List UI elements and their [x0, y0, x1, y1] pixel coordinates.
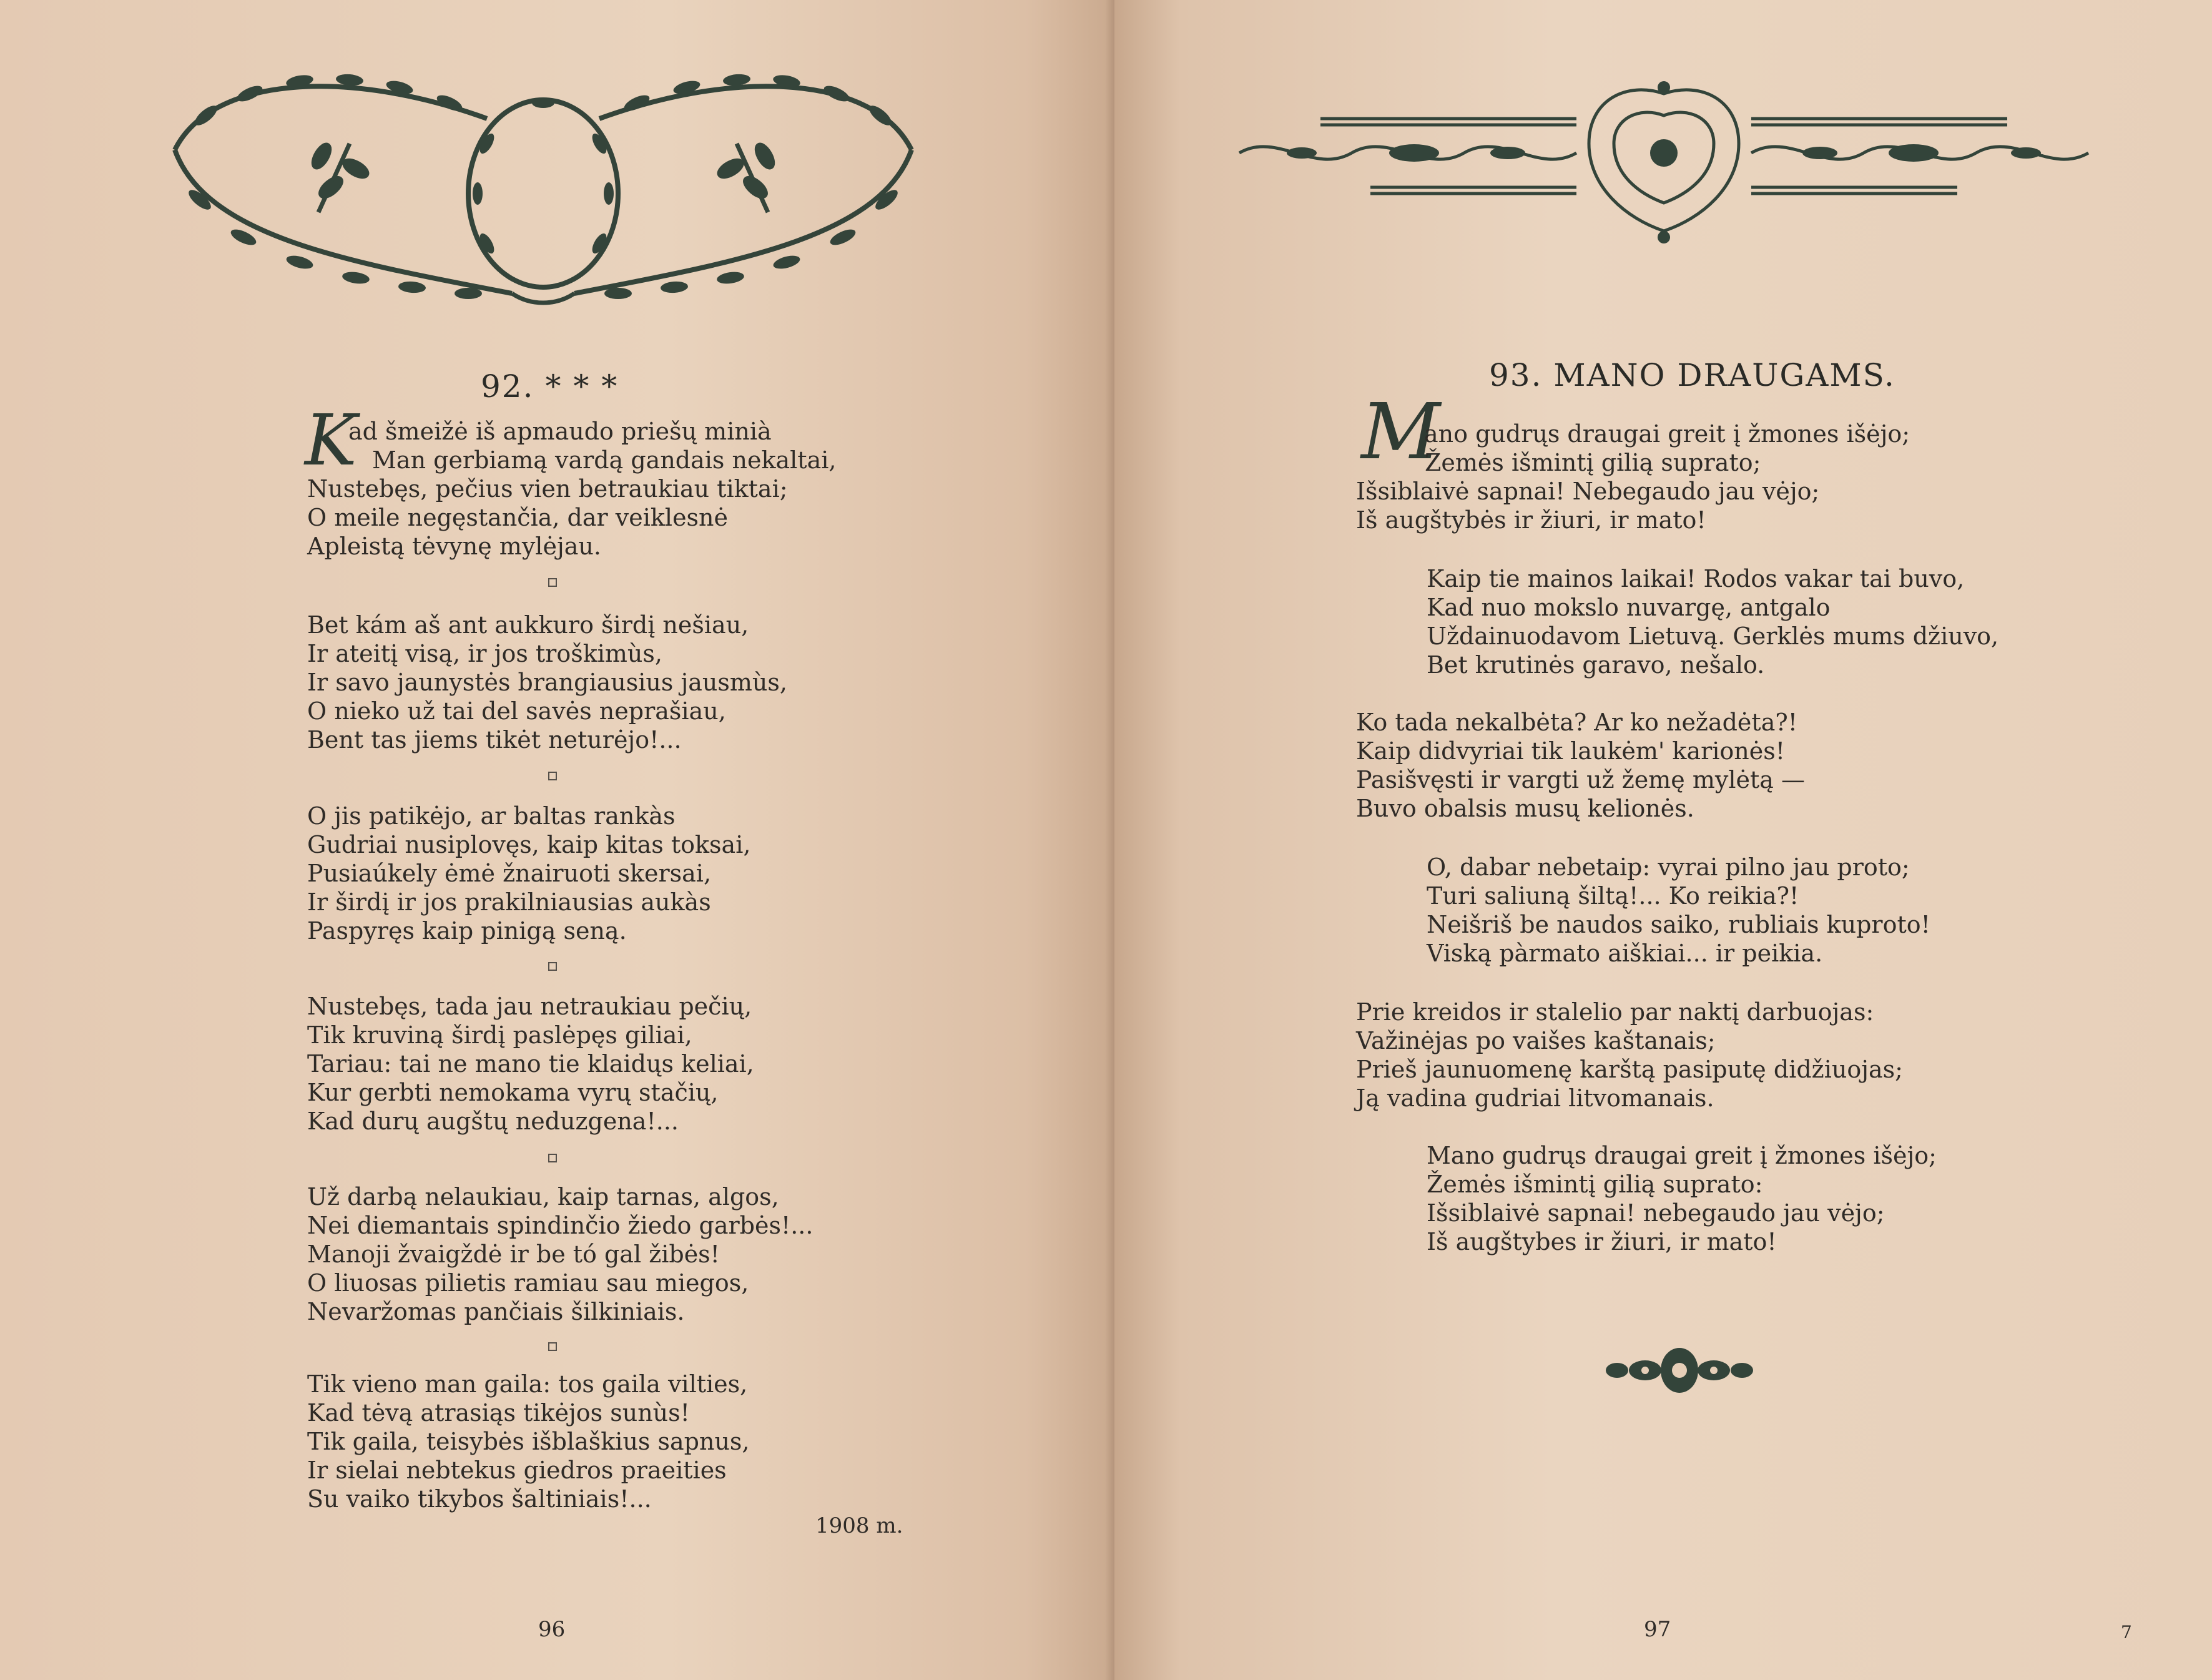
- stanza-separator: [548, 962, 557, 971]
- stanza: [307, 1370, 750, 1513]
- poem-title: 93. MANO DRAUGAMS.: [1489, 357, 1895, 393]
- poem-line: Bent tas jiems tikėt neturėjo!...: [307, 726, 682, 754]
- stanza-separator: [548, 578, 557, 587]
- poem-line: Išsiblaivė sapnai! Nebegaudo jau vėjo;: [1356, 478, 1820, 505]
- stanza-separator: [548, 1154, 557, 1162]
- poem-line: ano gudrųs draugai greit į žmones išėjo;: [1424, 420, 1910, 448]
- poem-line: Tik gaila, teisybės išblaškius sapnus,: [307, 1428, 750, 1455]
- poem-line: Pusiaúkely ėmė žnairuoti skersai,: [307, 860, 712, 887]
- poem-line: Prie kreidos ir stalelio par naktį darbuojas:: [1356, 998, 1874, 1026]
- poem-line: Nevaržomas pančiais šilkiniais.: [307, 1298, 685, 1325]
- poem-line: Pasišvęsti ir vargti už žemę mylėtą —: [1356, 766, 1805, 793]
- poem-title: [481, 368, 618, 405]
- poem-line: Tik vieno man gaila: tos gaila vilties,: [307, 1370, 748, 1398]
- poem-line: Nustebęs, tada jau netraukiau pečių,: [307, 993, 752, 1020]
- stanza-separator: [548, 1342, 557, 1351]
- poem-line: Man gerbiamą vardą gandais nekaltai,: [372, 446, 837, 474]
- poem-line: Bet krutinės garavo, nešalo.: [1427, 651, 1765, 679]
- tailpiece-ornament: [1601, 1342, 1757, 1398]
- poem-line: Ir savo jaunystės brangiausius jausmùs,: [307, 669, 787, 696]
- poem-line: Kur gerbti nemokama vyrų stačių,: [307, 1079, 719, 1106]
- poem-line: Kaip didvyriai tik laukėm' karionės!: [1356, 737, 1786, 765]
- page-number: 96: [538, 1617, 566, 1642]
- poem-line: Išsiblaivė sapnai! nebegaudo jau vėjo;: [1427, 1199, 1885, 1227]
- stanza: [307, 992, 754, 1136]
- poem-line: Paspyręs kaip pinigą seną.: [307, 917, 627, 945]
- poem-line: Iš augštybes ir žiuri, ir mato!: [1427, 1228, 1777, 1255]
- wreath-ornament: [162, 56, 924, 318]
- stanza: [307, 446, 836, 561]
- poem-line: Bet kám aš ant aukkuro širdį nešiau,: [307, 611, 749, 639]
- poem-line: Neišriš be naudos saiko, rubliais kuproto!: [1427, 911, 1930, 938]
- poem-line: Manoji žvaigždė ir be tó gal žibės!: [307, 1240, 720, 1268]
- poem-line: Už darbą nelaukiau, kaip tarnas, algos,: [307, 1183, 779, 1211]
- poem-line: Kaip tie mainos laikai! Rodos vakar tai buvo,: [1427, 565, 1965, 592]
- poem-title-marks: * * *: [545, 368, 619, 405]
- poem-line: Nustebęs, pečius vien betraukiau tiktai;: [307, 475, 788, 503]
- poem-line: Nei diemantais spindinčio žiedo garbės!...: [307, 1212, 814, 1239]
- poem-line: Ko tada nekalbėta? Ar ko nežadėta?!: [1356, 709, 1797, 736]
- poem-line: Mano gudrųs draugai greit į žmones išėjo;: [1427, 1142, 1937, 1169]
- stanza: [307, 1182, 813, 1326]
- stanza: [1356, 448, 1819, 534]
- poem-line: ad šmeižė iš apmaudo priešų minià: [348, 418, 772, 445]
- page-number: 97: [1644, 1617, 1671, 1642]
- poem-line: Apleistą tėvynę mylėjau.: [307, 533, 601, 560]
- poem-line: Ir ateitį visą, ir jos troškimùs,: [307, 640, 662, 667]
- stanza-separator: [548, 772, 557, 780]
- drop-cap: K: [305, 400, 357, 481]
- poem-line: O jis patikėjo, ar baltas rankàs: [307, 802, 676, 830]
- poem-line: Turi saliuną šiltą!... Ko reikia?!: [1427, 882, 1799, 910]
- poem-line: Su vaiko tikybos šaltiniais!...: [307, 1485, 652, 1513]
- poem-line: Tik kruviną širdį paslėpęs giliai,: [307, 1021, 692, 1049]
- poem-line: Kad tėvą atrasiąs tikėjos sunùs!: [307, 1399, 690, 1427]
- header-ornament: [1227, 81, 2101, 243]
- poem-line: Žemės išmintį gilią suprato:: [1427, 1171, 1763, 1198]
- poem-line: Ją vadina gudriai litvomanais.: [1356, 1084, 1714, 1112]
- drop-cap: M: [1361, 387, 1440, 477]
- poem-date: 1908 m.: [815, 1513, 903, 1538]
- poem-line: Kad nuo mokslo nuvargę, antgalo: [1427, 594, 1831, 621]
- poem-line: Prieš jaunuomenę karštą pasiputę didžiuojas;: [1356, 1056, 1903, 1083]
- poem-line: O liuosas pilietis ramiau sau miegos,: [307, 1269, 749, 1297]
- poem-line: Ir sielai nebtekus giedros praeities: [307, 1456, 727, 1484]
- poem-line: O nieko už tai del savės neprašiau,: [307, 697, 726, 725]
- poem-line: Tariau: tai ne mano tie klaidųs keliai,: [307, 1050, 754, 1078]
- poem-line: Kad durų augštų neduzgena!...: [307, 1108, 679, 1135]
- poem-line: Buvo obalsis musų kelionės.: [1356, 795, 1694, 822]
- stanza: [1427, 1141, 1937, 1256]
- poem-line: Iš augštybės ir žiuri, ir mato!: [1356, 506, 1706, 534]
- poem-line: Viską pàrmato aiškiai... ir peikia.: [1427, 940, 1823, 967]
- stanza: [1427, 853, 1930, 968]
- stanza: [1427, 564, 1998, 679]
- signature-mark: 7: [2121, 1622, 2132, 1643]
- stanza: [307, 802, 750, 945]
- poem-line: Ir širdį ir jos prakilniausias aukàs: [307, 888, 711, 916]
- poem-line: O, dabar nebetaip: vyrai pilno jau proto;: [1427, 853, 1910, 881]
- stanza: [1356, 998, 1903, 1113]
- stanza: [307, 611, 787, 754]
- poem-line: Uždainuodavom Lietuvą. Gerklės mums džiuvo,: [1427, 622, 1999, 650]
- poem-line: Žemės išmintį gilią suprato;: [1425, 449, 1761, 476]
- stanza: [1356, 708, 1805, 823]
- poem-line: Važinėjas po vaišes kaštanais;: [1356, 1027, 1716, 1054]
- right-page: [1114, 0, 2212, 1680]
- poem-line: O meile negęstančia, dar veiklesnė: [307, 504, 729, 531]
- poem-line: Gudriai nusiplovęs, kaip kitas toksai,: [307, 831, 751, 858]
- poem-number: 92.: [481, 368, 534, 405]
